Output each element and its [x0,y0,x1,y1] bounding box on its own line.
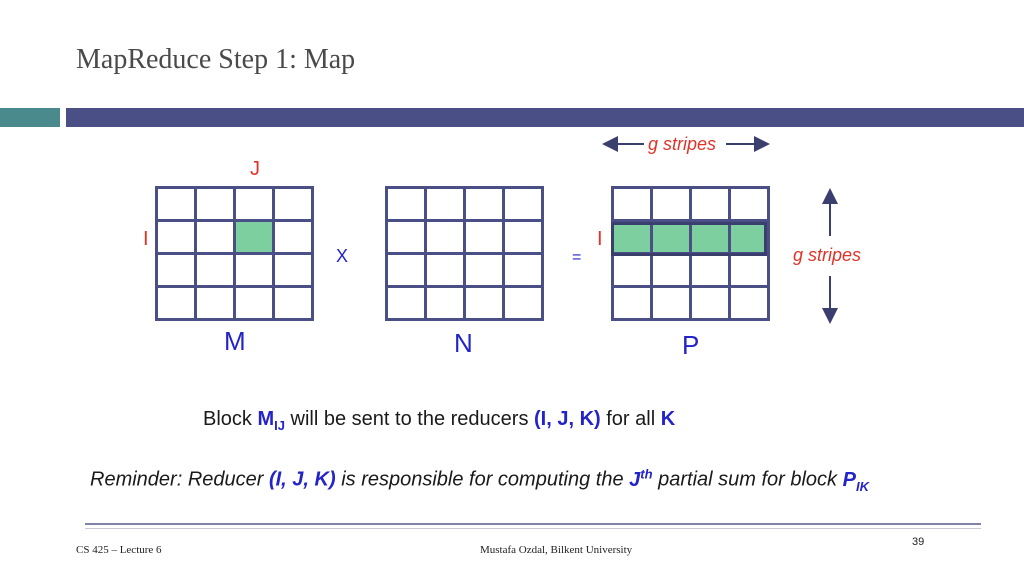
highlighted-row-p [731,222,767,252]
matrix-cell [614,255,650,285]
matrix-cell [275,189,311,219]
matrix-cell [692,288,728,318]
matrix-cell [236,255,272,285]
matrix-cell [158,255,194,285]
footer-rule [85,523,981,525]
matrix-cell [731,288,767,318]
title-accent-bar [0,108,60,127]
matrix-cell [427,222,463,252]
superscript: th [640,466,653,481]
matrix-cell [505,288,541,318]
matrix-cell [505,255,541,285]
footer-rule-light [85,528,981,529]
equals-operator: = [572,249,582,266]
reminder-statement [90,466,869,494]
matrix-cell [236,189,272,219]
matrix-p [611,186,770,321]
matrix-cell [466,189,502,219]
footer-course: CS 425 – Lecture 6 [76,544,162,556]
matrix-cell [692,255,728,285]
matrix-cell [614,288,650,318]
matrix-cell [427,189,463,219]
matrix-m [155,186,314,321]
matrix-cell [427,255,463,285]
matrix-cell [388,222,424,252]
matrix-cell [505,222,541,252]
row-label-i-m: I [143,228,149,250]
k-symbol: K [660,408,676,430]
block-p-symbol [842,468,869,494]
highlighted-block-mij [236,222,272,252]
text-fragment: Reminder: Reducer [90,468,269,491]
matrix-cell [653,255,689,285]
matrix-cell [692,189,728,219]
matrix-n-label: N [454,328,473,358]
matrix-cell [197,288,233,318]
text-fragment: partial sum for block [652,468,843,491]
matrix-cell [158,288,194,318]
j-th-symbol [629,466,653,491]
matrix-cell [236,288,272,318]
matrix-cell [505,189,541,219]
row-label-i-p: I [597,228,603,250]
matrix-cell [158,222,194,252]
highlighted-row-p [653,222,689,252]
matrix-cell [466,288,502,318]
matrix-n [385,186,544,321]
text-fragment: J [629,468,641,491]
matrix-cell [197,189,233,219]
matrix-cell [197,222,233,252]
block-m-symbol [257,408,285,433]
text-fragment: will be sent to the reducers [284,408,534,430]
matrix-cell [466,222,502,252]
matrix-cell [388,288,424,318]
matrix-cell [275,288,311,318]
text-fragment: is responsible for computing the [335,468,630,491]
g-stripes-top-label: g stripes [648,134,717,154]
matrix-cell [653,189,689,219]
subscript: IJ [274,418,285,433]
matrix-cell [158,189,194,219]
matrix-cell [427,288,463,318]
footer-author: Mustafa Ozdal, Bilkent University [480,544,633,556]
highlighted-row-p [614,222,650,252]
subscript: IK [855,478,869,494]
matrix-cell [466,255,502,285]
page-number: 39 [912,536,925,548]
matrix-cell [197,255,233,285]
matrix-cell [275,255,311,285]
title-divider-bar [66,108,1024,127]
reducer-tuple: (I, J, K) [268,468,336,491]
matrix-cell [275,222,311,252]
highlighted-row-p [692,222,728,252]
matrix-cell [731,255,767,285]
text-fragment: M [257,408,275,430]
matrix-cell [614,189,650,219]
matrix-cell [731,189,767,219]
text-fragment: P [842,468,856,491]
matrix-cell [388,189,424,219]
matrix-cell [388,255,424,285]
block-routing-statement [203,408,675,433]
matrix-m-label: M [224,326,246,356]
text-fragment: Block [203,408,258,430]
slide-title: MapReduce Step 1: Map [76,44,356,75]
multiply-operator: X [336,246,349,266]
text-fragment: for all [600,408,661,430]
matrix-p-label: P [682,330,700,360]
reducer-tuple: (I, J, K) [534,408,601,430]
column-label-j: J [250,158,260,180]
matrix-cell [653,288,689,318]
g-stripes-right-label: g stripes [793,245,862,265]
